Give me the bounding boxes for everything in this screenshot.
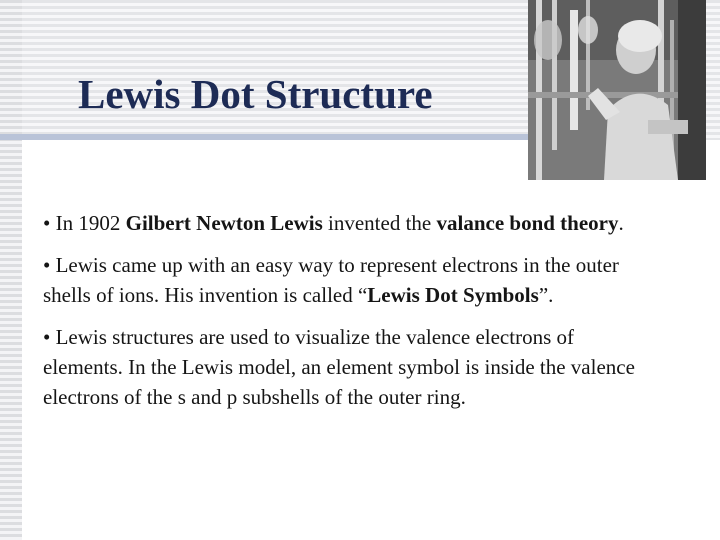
bullet-text: • In 1902 <box>43 211 126 235</box>
bullet-text: invented the <box>322 211 437 235</box>
bullet-item <box>43 208 653 238</box>
bullet-text: • Lewis came up with an easy way to represent electrons in the outer shells of ions. His invention is called “ <box>43 253 619 307</box>
left-stripe-decoration <box>0 0 22 540</box>
bullet-item <box>43 322 653 412</box>
slide-title: Lewis Dot Structure <box>78 71 433 117</box>
bullet-bold-text: Gilbert Newton Lewis <box>125 211 323 235</box>
title-underline <box>0 134 535 140</box>
bullet-bold-text: Lewis Dot Symbols <box>367 283 539 307</box>
bullet-text: . <box>618 211 624 235</box>
bullet-bold-text: valance bond theory <box>436 211 619 235</box>
bullet-text: ”. <box>538 283 554 307</box>
bullet-list <box>43 208 653 424</box>
bullet-text: • Lewis structures are used to visualize the valence electrons of elements. In the Lewis model, an element symbol is inside the valence electrons of the s and p subshells of the outer ring. <box>43 325 635 409</box>
bullet-item <box>43 250 653 310</box>
lewis-lab-photo <box>528 0 706 180</box>
